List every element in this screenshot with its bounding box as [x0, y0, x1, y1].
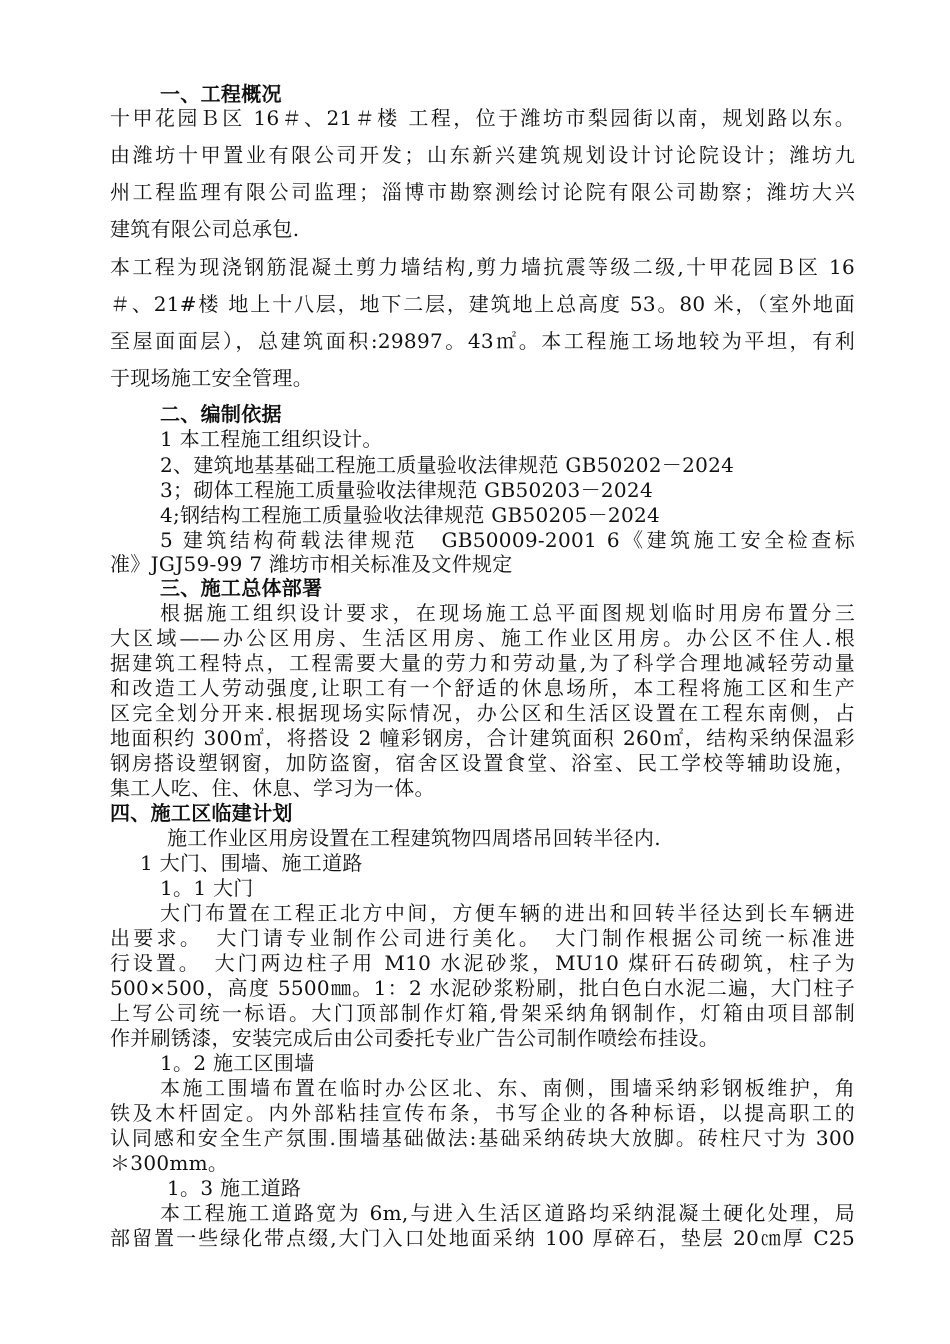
paragraph-line: ＃、21#楼 地上十八层，地下二层，建筑地上总高度 53。80 米，（室外地面: [110, 292, 855, 316]
paragraph-line: 区完全划分开来.根据现场实际情况，办公区和生活区设置在工程东南侧，占: [110, 701, 855, 725]
section-heading-temp-plan: 四、施工区临建计划: [110, 801, 293, 825]
paragraph-line: 于现场施工安全管理。: [110, 366, 313, 390]
subheading: 1。1 大门: [160, 876, 254, 900]
paragraph-line: 至屋面面层），总建筑面积:29897。43㎡。本工程施工场地较为平坦，有利: [110, 329, 855, 353]
paragraph-line: 由潍坊十甲置业有限公司开发；山东新兴建筑规划设计讨论院设计；潍坊九: [110, 143, 855, 167]
paragraph-line: 钢房搭设塑钢窗，加防盗窗，宿舍区设置食堂、浴室、民工学校等辅助设施，: [110, 751, 855, 775]
list-item: 2、建筑地基基础工程施工质量验收法律规范 GB50202－2024: [160, 453, 735, 477]
subheading: 1。2 施工区围墙: [160, 1051, 315, 1075]
paragraph-line: 本工程为现浇钢筋混凝土剪力墙结构,剪力墙抗震等级二级,十甲花园Ｂ区 16: [110, 255, 855, 279]
paragraph-line: 地面积约 300㎡，将搭设 2 幢彩钢房，合计建筑面积 260㎡，结构采纳保温彩: [110, 726, 855, 750]
paragraph-line: 集工人吃、住、休息、学习为一体。: [110, 776, 435, 800]
list-item: 3；砌体工程施工质量验收法律规范 GB50203－2024: [160, 478, 653, 502]
paragraph-line: 500×500，高度 5500㎜。1：2 水泥砂浆粉刷，批白色白水泥二遍，大门柱子: [110, 976, 855, 1000]
paragraph-line: 出要求。 大门请专业制作公司进行美化。 大门制作根据公司统一标准进: [110, 926, 855, 950]
paragraph-line: 根据施工组织设计要求，在现场施工总平面图规划临时用房布置分三: [160, 601, 855, 625]
paragraph-line: 州工程监理有限公司监理；淄博市勘察测绘讨论院有限公司勘察；潍坊大兴: [110, 180, 855, 204]
list-item: 准》JGJ59-99 7 潍坊市相关标准及文件规定: [110, 552, 513, 576]
section-heading-basis: 二、编制依据: [160, 402, 282, 426]
list-item: 4;钢结构工程施工质量验收法律规范 GB50205－2024: [160, 503, 661, 527]
paragraph-line: 行设置。 大门两边柱子用 M10 水泥砂浆，MU10 煤矸石砖砌筑，柱子为: [110, 951, 855, 975]
paragraph-line: 大门布置在工程正北方中间，方便车辆的进出和回转半径达到长车辆进: [160, 901, 855, 925]
paragraph-line: 建筑有限公司总承包.: [110, 217, 300, 241]
paragraph-line: 施工作业区用房设置在工程建筑物四周塔吊回转半径内.: [167, 826, 661, 850]
paragraph-line: 据建筑工程特点，工程需要大量的劳力和劳动量,为了科学合理地减轻劳动量: [110, 651, 855, 675]
subheading: 1 大门、围墙、施工道路: [140, 851, 363, 875]
section-heading-overview: 一、工程概况: [160, 82, 282, 106]
paragraph-line: 部留置一些绿化带点缀,大门入口处地面采纳 100 厚碎石，垫层 20㎝厚 C25: [110, 1226, 855, 1250]
paragraph-line: 作并刷锈漆，安装完成后由公司委托专业广告公司制作喷绘布挂设。: [110, 1026, 719, 1050]
paragraph-line: 认同感和安全生产氛围.围墙基础做法:基础采纳砖块大放脚。砖柱尺寸为 300: [110, 1126, 855, 1150]
paragraph-line: 和改造工人劳动强度,让职工有一个舒适的休息场所，本工程将施工区和生产: [110, 676, 855, 700]
subheading: 1。3 施工道路: [167, 1176, 302, 1200]
paragraph-line: 大区域——办公区用房、生活区用房、施工作业区用房。办公区不住人.根: [110, 626, 855, 650]
paragraph-line: 铁及木杆固定。内外部粘挂宣传布条，书写企业的各种标语，以提高职工的: [110, 1101, 855, 1125]
list-item: 5 建筑结构荷载法律规范 GB50009-2001 6《建筑施工安全检查标: [160, 528, 855, 552]
paragraph-line: ＊300mm。: [110, 1151, 229, 1175]
section-heading-deployment: 三、施工总体部署: [160, 576, 323, 600]
paragraph-line: 本施工围墙布置在临时办公区北、东、南侧，围墙采纳彩钢板维护，角: [160, 1076, 855, 1100]
list-item: 1 本工程施工组织设计。: [160, 427, 383, 451]
paragraph-line: 上写公司统一标语。大门顶部制作灯箱,骨架采纳角钢制作，灯箱由项目部制: [110, 1001, 855, 1025]
paragraph-line: 本工程施工道路宽为 6m,与进入生活区道路均采纳混凝土硬化处理，局: [160, 1201, 855, 1225]
paragraph-line: 十甲花园Ｂ区 16＃、21＃楼 工程，位于潍坊市梨园街以南，规划路以东。: [110, 106, 855, 130]
